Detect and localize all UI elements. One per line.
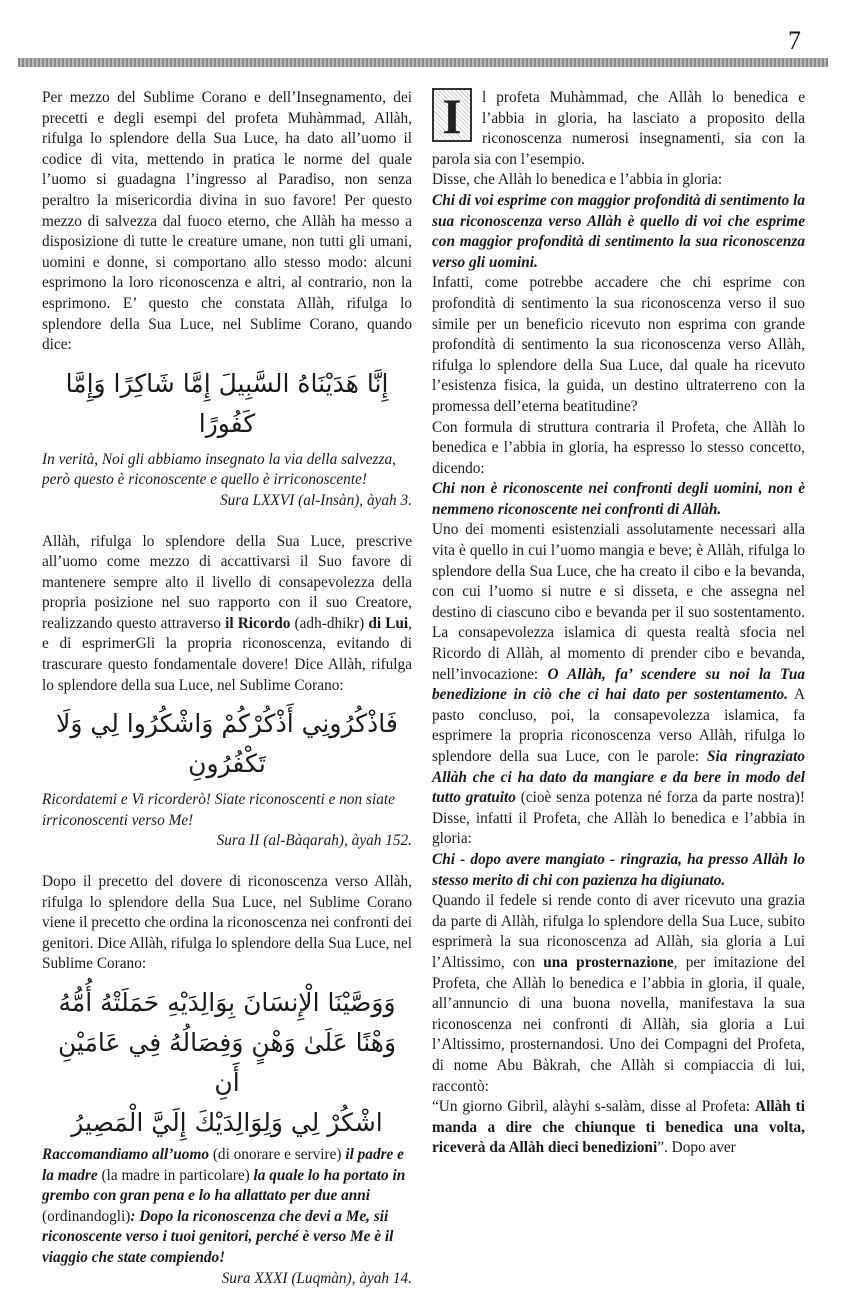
arabic-verse [42,983,412,1143]
text-run: ”. Dopo aver [657,1139,736,1157]
text-run: : Dopo la riconoscenza che devi a Me, sii riconoscente verso i tuoi genitori, perché è verso Me è il viaggio che state compiendo! [42,1207,394,1266]
text-run: Raccomandiamo all’uomo [42,1146,209,1163]
verse-reference: Sura LXXVI (al-Insàn), àyah 3. [219,491,412,509]
text-run: , per imitazione del Profeta, che Allàh lo benedica e l’abbia in gloria, il quale, all’annuncio di una buona novella, manifestava la sua riconoscenza nei confronti di Allàh, sia gloria a Lui l’Altissimo, prosternandosi. Uno dei Compagni del Profeta, di nome Abu Bàkrah, che Allàh si compiaccia di lui, raccontò: [432,953,805,1095]
page-number: 7 [788,26,801,55]
hadith-quote: Chi di voi esprime con maggior profondità di sentimento la sua riconoscenza verso Allàh è quello di voi che esprime con maggior profondità di sentimento la sua riconoscenza verso gli uomini. [432,191,805,271]
verse-reference: Sura II (al-Bàqarah), àyah 152. [216,832,412,850]
text-run: (la madre in particolare) [97,1166,254,1184]
text-run: (di onorare e servire) [209,1146,346,1163]
verse-reference: Sura XXXI (Luqmàn), àyah 14. [221,1269,412,1287]
text-run: (adh-dhikr) [290,614,369,632]
verse-translation: Ricordatemi e Vi ricorderò! Siate riconoscenti e non siate irriconoscenti verso Me! [42,791,395,829]
arabic-line: اشْكُرْ لِي وَلِوَالِدَيْكَ إِلَيَّ الْمَصِيرُ [71,1108,383,1137]
paragraph: l profeta Muhàmmad, che Allàh lo benedica e l’abbia in gloria, ha lasciato a proposito della riconoscenza numerosi insegnamenti, sia con la parola sia con l’esempio. [432,89,805,168]
paragraph [42,532,412,697]
drop-cap [432,88,472,142]
hadith-quote: Chi non è riconoscente nei confronti degli uomini, non è nemmeno riconoscente nei confronti di Allàh. [432,480,805,518]
text-run: (ordinandogli) [42,1207,131,1225]
paragraph: Infatti, come potrebbe accadere che chi esprime con profondità di sentimento la sua riconoscenza verso il suo simile per un beneficio ricevuto non esprima con grande profondità di sentimento la sua riconoscenza verso Allàh, rifulga lo splendore della Sua Luce, dal quale ha ricevuto l’esistenza fisica, la guida, un destino ultraterreno con la promessa dell’eterna beatitudine? [432,274,805,415]
paragraph [432,891,805,1097]
text-run: “Un giorno Gibrìl, alàyhi s-salàm, disse al Profeta: [432,1098,756,1116]
arabic-line: وَهْنًا عَلَىٰ وَهْنٍ وَفِصَالُهُ فِي عَامَيْنِ أَنِ [57,1028,397,1097]
text-run: il padre e la madre [42,1146,404,1184]
bold-text: di Lui [368,614,409,632]
invocation-text: O Allàh, fa’ scendere su noi la Tua benedizione in ciò che ci hai dato per sostentamento. [432,665,805,704]
paragraph [432,1097,805,1159]
header-rule [18,58,828,67]
invocation-text: Sia ringraziato Allàh che ci ha dato da mangiare e da bere in modo del tutto gratuito [432,748,805,807]
arabic-verse: إِنَّا هَدَيْنَاهُ السَّبِيلَ إِمَّا شَاكِرًا وَإِمَّا كَفُورًا [65,368,389,438]
paragraph: Dopo il precetto del dovere di riconoscenza verso Allàh, rifulga lo splendore della Sua Luce, nel Sublime Corano viene il precetto che ordina la riconoscenza nei confronti dei genitori. Dice Allàh, rifulga lo splendore della Sua Luce, nel Sublime Corano: [42,873,412,973]
text-run: (cioè senza potenza né forza da parte nostra)! Disse, infatti il Profeta, che Allàh lo benedica e l’abbia in gloria: [432,789,805,848]
text-run: A pasto concluso, poi, la consapevolezza islamica, fa esprimere la propria riconoscenza verso Allàh, rifulga lo splendore della sua Luce, con le parole: [432,686,805,765]
text-run: , e di esprimerGli la propria riconoscenza, evitando di trascurare questo fondamentale dovere! Dice Allàh, rifulga lo splendore della sua Luce, nel Sublime Corano: [42,614,412,694]
bold-text: il Ricordo [225,614,291,632]
verse-translation [42,1145,412,1269]
paragraph: Per mezzo del Sublime Corano e dell’Insegnamento, dei precetti e degli esempi del profeta Muhàmmad, Allàh, rifulga lo splendore della Sua Luce, ha dato all’uomo il codice di vita, mettendo in pratica le norme del quale l’uomo si guadagna l’ingresso al Paradiso, non senza peraltro la misericordia divina in suo favore! Per questo mezzo di salvezza dal fuoco eterno, che Allàh ha messo a disposizione di tutte le creature umane, non tutti gli umani, uomini e donne, si comportano allo stesso modo: alcuni esprimono la loro riconoscenza e altri, al contrario, non la esprimono. E’ questo che constata Allàh, rifulga lo splendore della Sua Luce, nel Sublime Corano, quando dice: [42,89,412,354]
verse-translation: In verità, Noi gli abbiamo insegnato la via della salvezza, però questo è riconoscente e quello è irriconoscente! [42,450,396,489]
bold-text: una prosternazione [543,953,674,971]
paragraph: Con formula di struttura contraria il Profeta, che Allàh lo benedica e l’abbia in gloria, ha espresso lo stesso concetto, dicendo: [432,418,805,477]
arabic-line: وَوَصَّيْنَا الْإِنسَانَ بِوَالِدَيْهِ حَمَلَتْهُ أُمُّهُ [58,988,396,1017]
paragraph [432,520,805,850]
drop-cap-letter: I [442,88,462,144]
right-column [432,88,805,1159]
text-run: Allàh, rifulga lo splendore della Sua Luce, prescrive all’uomo come mezzo di accattivarsi il Suo favore di mantenere sempre alto il livello di consapevolezza della propria posizione nel suo rapporto con il suo Creatore, realizzando questo attraverso [42,532,412,632]
text-run: la quale lo ha portato in grembo con gran pena e lo ha allattato per due anni [42,1166,406,1205]
paragraph: Disse, che Allàh lo benedica e l’abbia in gloria: [432,171,723,189]
left-column [42,88,412,1289]
arabic-verse: فَاذْكُرُونِي أَذْكُرْكُمْ وَاشْكُرُوا لِي وَلَا تَكْفُرُونِ [56,709,398,779]
bold-text: Allàh ti manda a dire che chiunque ti benedica una volta, riceverà da Allàh dieci benedizioni [432,1098,805,1157]
text-run: Uno dei momenti esistenziali assolutamente necessari alla vita è quello in cui l’uomo mangia e beve; è Allàh, rifulga lo splendore della Sua Luce, che ha creato il cibo e la bevanda, con cui l’uomo si nutre e si disseta, e che assegna nel destino di ciascuno cibo e bevanda per il suo sostentamento. La consapevolezza islamica di questa realtà sfocia nel Ricordo di Allàh, al momento di prender cibo e bevanda, nell’invocazione: [432,521,805,683]
text-run: Quando il fedele si rende conto di aver ricevuto una grazia da parte di Allàh, rifulga lo splendore della Sua Luce, subito esprimerà la sua riconoscenza ad Allàh, sia gloria a Lui l’Altissimo, con [432,892,805,971]
hadith-quote: Chi - dopo avere mangiato - ringrazia, ha presso Allàh lo stesso merito di chi con pazienza ha digiunato. [432,850,805,889]
